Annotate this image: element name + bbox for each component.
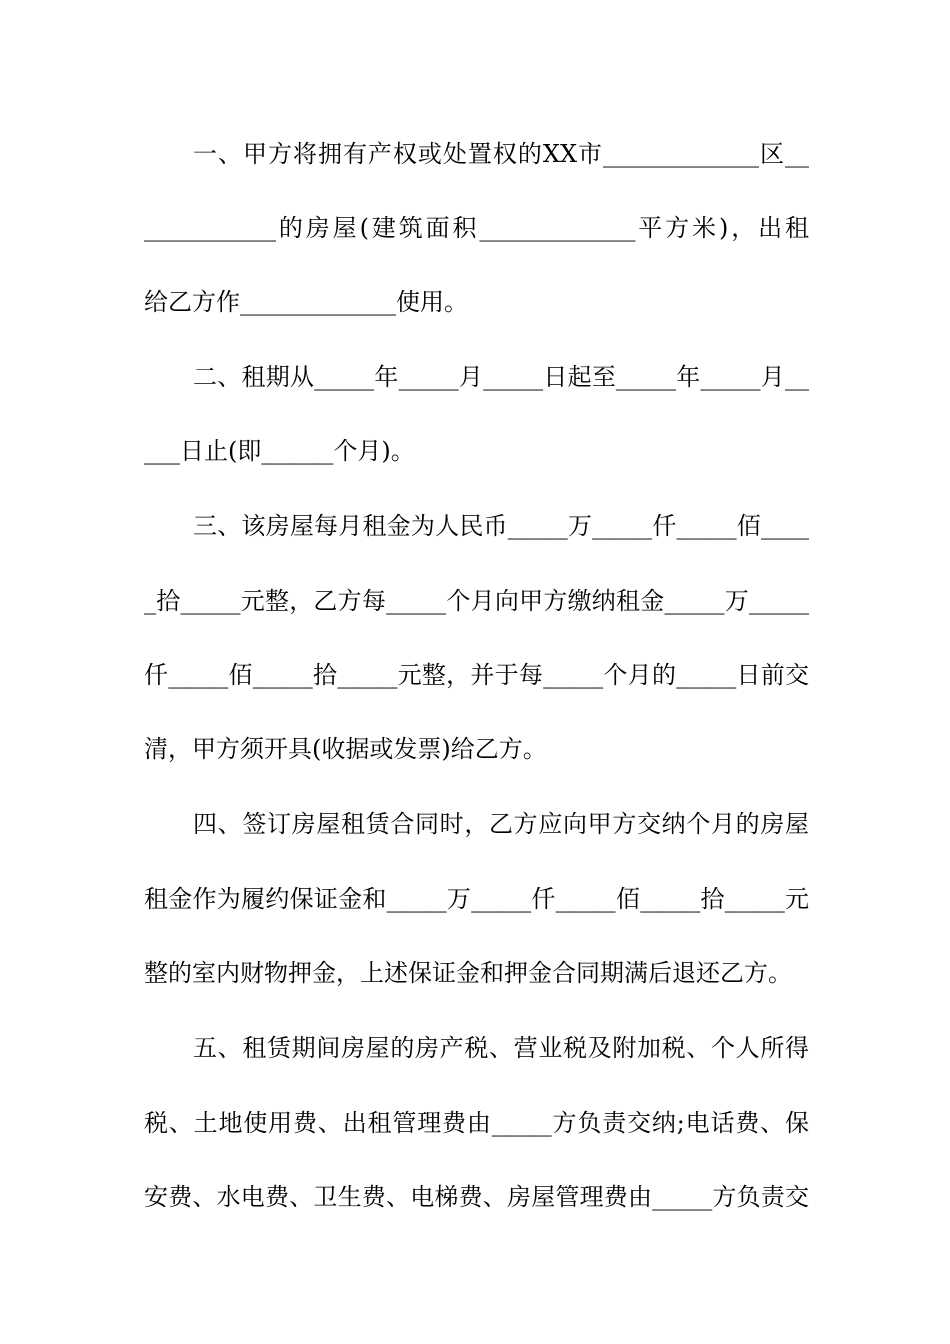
clause-3-line-2: _拾_____元整，乙方每_____个月向甲方缴纳租金_____万_____	[144, 587, 809, 615]
clause-5-line-1: 五、租赁期间房屋的房产税、营业税及附加税、个人所得	[193, 1034, 809, 1062]
clause-1-line-2: ___________的房屋(建筑面积_____________平方米)，出租	[144, 214, 809, 242]
clause-4-line-3: 整的室内财物押金，上述保证金和押金合同期满后退还乙方。	[144, 959, 792, 987]
clause-4-line-1: 四、签订房屋租赁合同时，乙方应向甲方交纳个月的房屋	[193, 810, 809, 838]
clause-1-line-3: 给乙方作_____________使用。	[144, 288, 468, 316]
clause-5-line-3: 安费、水电费、卫生费、电梯费、房屋管理费由_____方负责交	[144, 1183, 809, 1211]
clause-1-line-1: 一、甲方将拥有产权或处置权的XX市_____________区__	[193, 140, 809, 168]
clause-5-line-2: 税、土地使用费、出租管理费由_____方负责交纳;电话费、保	[144, 1109, 809, 1137]
clause-3-line-3: 仟_____佰_____拾_____元整，并于每_____个月的_____日前交	[144, 661, 809, 689]
clause-4-line-2: 租金作为履约保证金和_____万_____仟_____佰_____拾_____元	[144, 885, 809, 913]
clause-3-line-1: 三、该房屋每月租金为人民币_____万_____仟_____佰____	[193, 512, 809, 540]
clause-3-line-4: 清，甲方须开具(收据或发票)给乙方。	[144, 735, 547, 763]
clause-2-line-2: ___日止(即______个月)。	[144, 437, 415, 465]
clause-2-line-1: 二、租期从_____年_____月_____日起至_____年_____月__	[193, 363, 809, 391]
